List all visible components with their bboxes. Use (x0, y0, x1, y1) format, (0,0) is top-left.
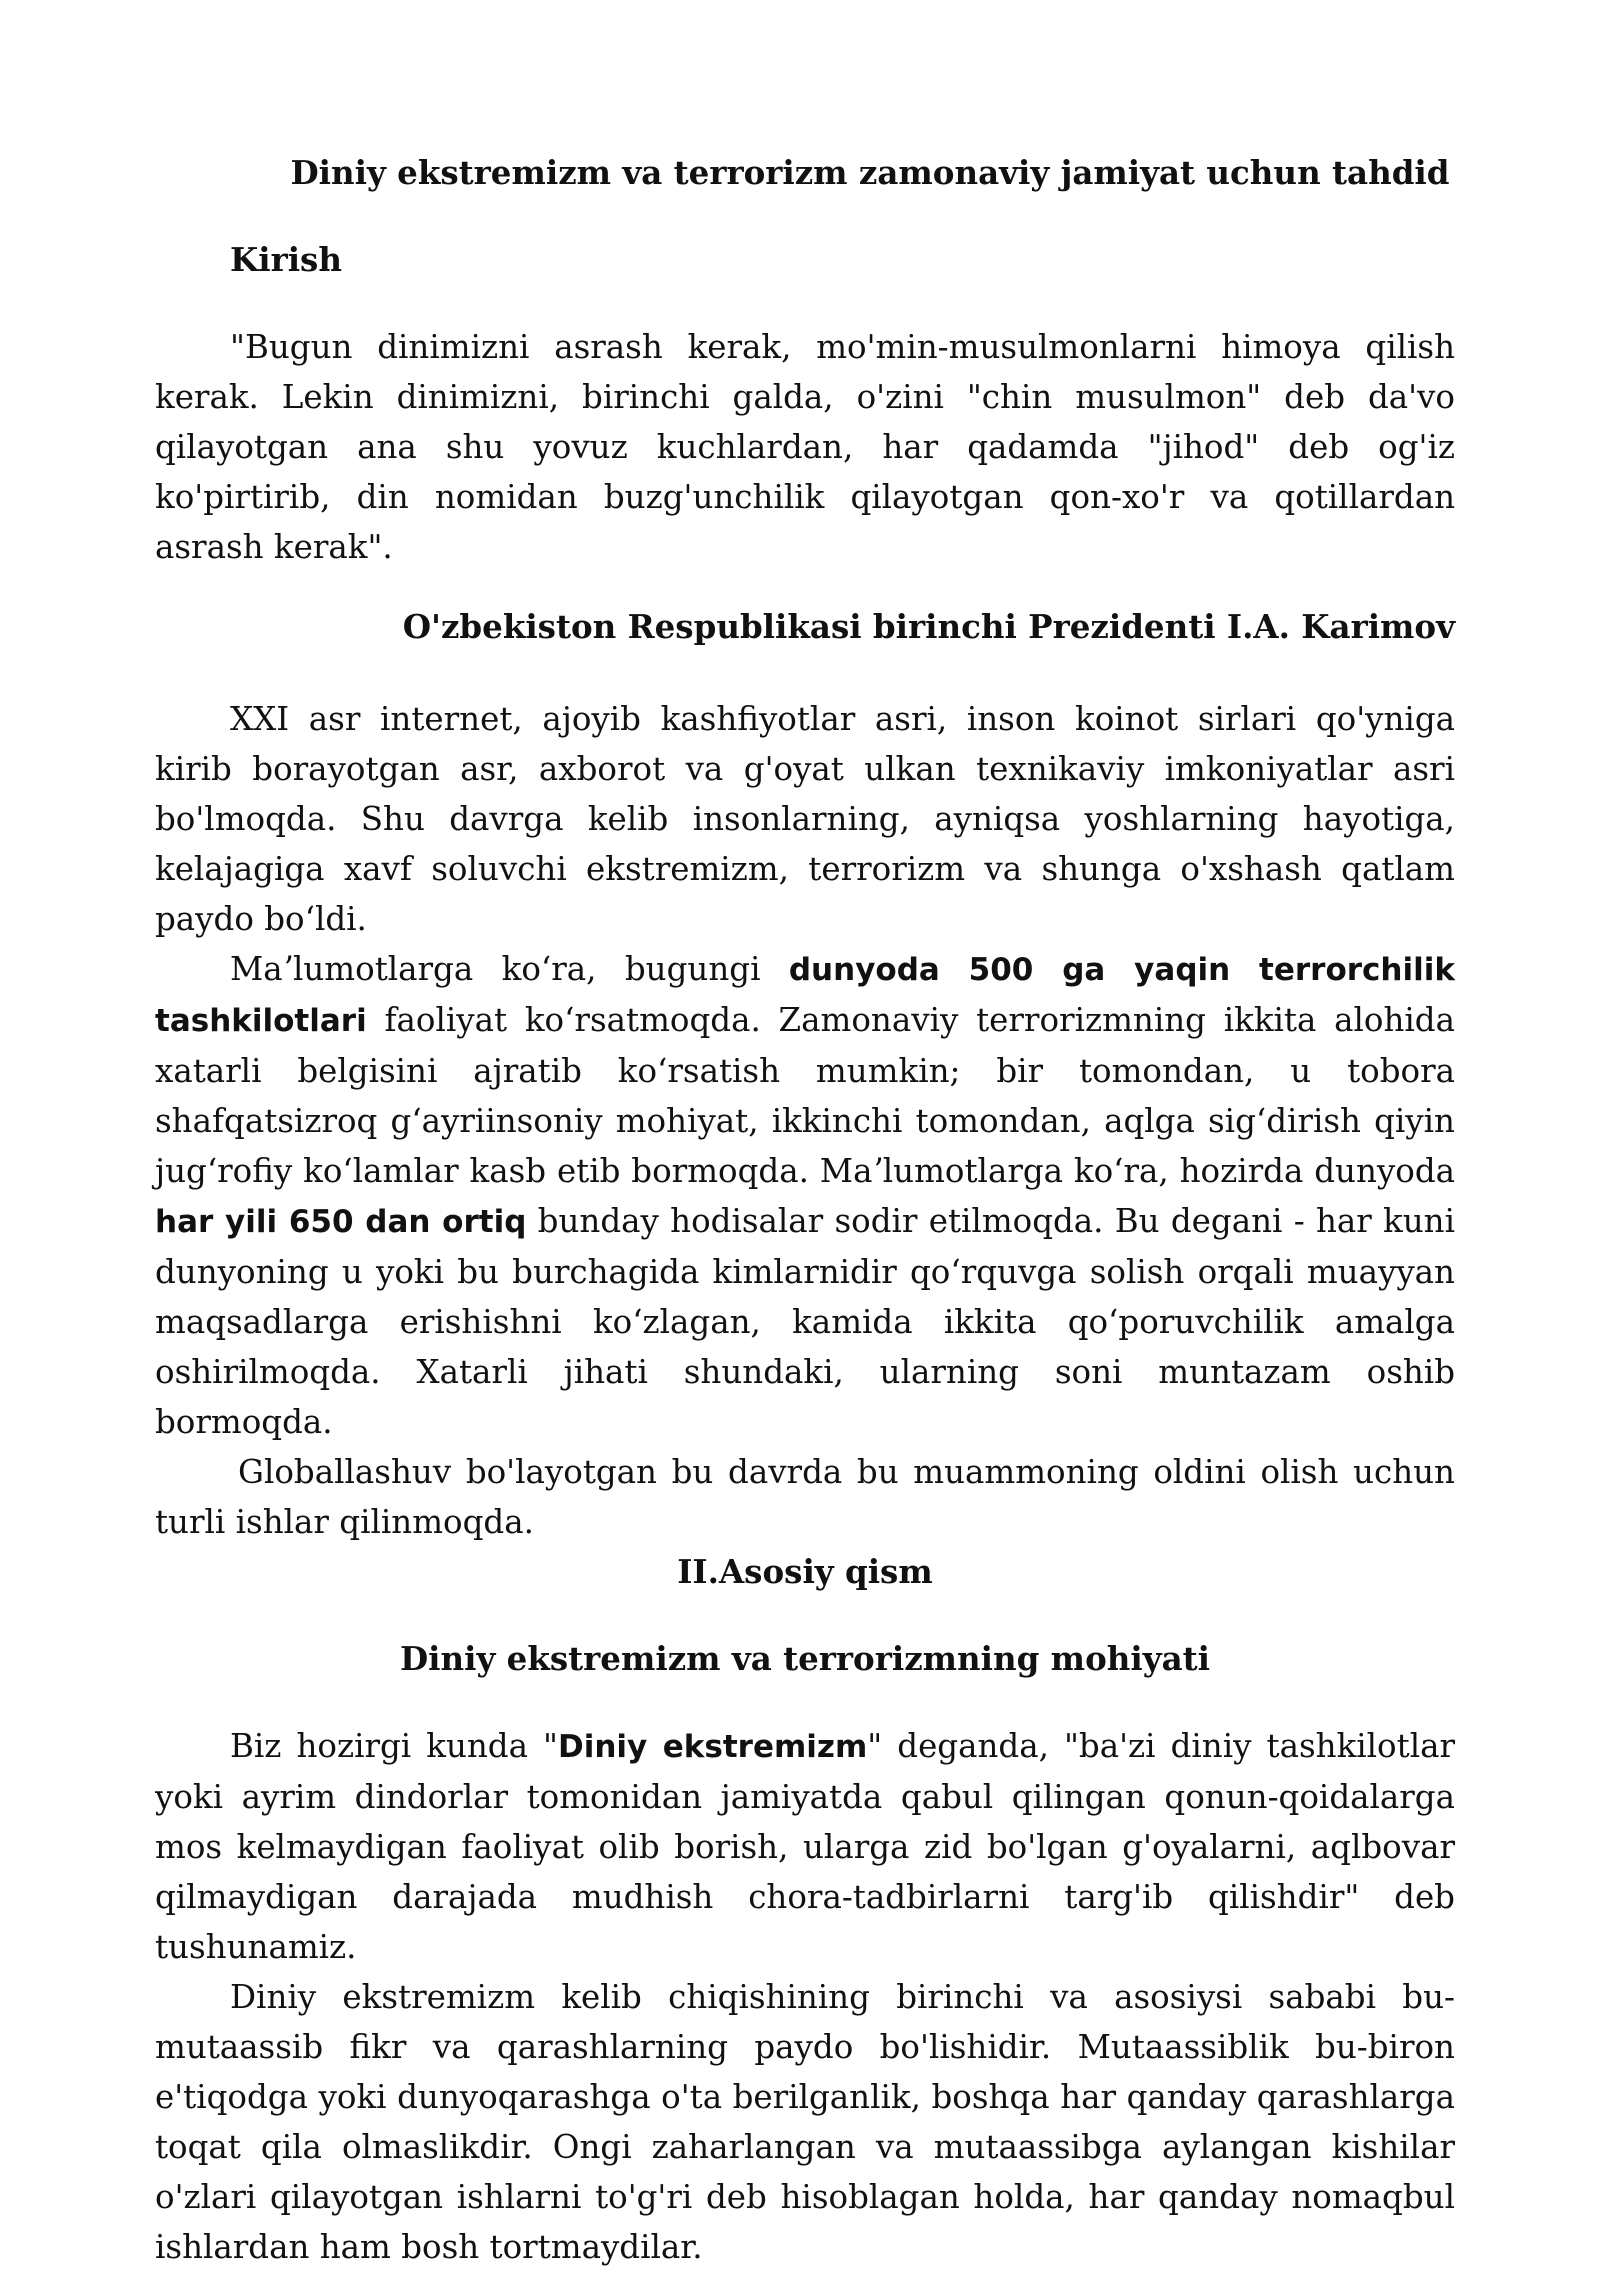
epigraph-quote: "Bugun dinimizni asrash kerak, mo'min-musulmonlarni himoya qilish kerak. Lekin dinimizni, birinchi galda, o'zini "chin musulmon" deb da'vo qilayotgan ana shu yovuz kuchlardan, har qadamda "jihod" deb og'iz ko'pirtirib, din nomidan buzg'unchilik qilayotgan qon-xo'r va qotillardan asrash kerak". (155, 328, 1455, 566)
epigraph-author: O'zbekiston Respublikasi birinchi Prezidenti I.A. Karimov (402, 607, 1455, 646)
paragraph-2-emphasis-1: dunyoda 500 ga yaqin terrorchilik tashkilotlari (155, 952, 1455, 1039)
paragraph-4-emphasis-1: Diniy ekstremizm (557, 1729, 868, 1765)
paragraph-4 (155, 1721, 1455, 1972)
paragraph-4-text-1: Biz hozirgi kunda " (230, 1727, 558, 1765)
part-heading: II.Asosiy qism (677, 1552, 933, 1591)
section-heading: Diniy ekstremizm va terrorizmning mohiyati (399, 1639, 1211, 1678)
paragraph-4-text-2: " deganda, "ba'zi diniy tashkilotlar yoki ayrim dindorlar tomonidan jamiyatda qabul qilingan qonun-qoidalarga mos kelmaydigan faoliyat olib borish, ularga zid bo'lgan g'oyalarni, aqlbovar qilmaydigan darajada mudhish chora-tadbirlarni targ'ib qilishdir" deb tushunamiz. (155, 1727, 1455, 1966)
paragraph-2 (155, 944, 1455, 1447)
paragraph-1: XXI asr internet, ajoyib kashfiyotlar asri, inson koinot sirlari qo'yniga kirib borayotgan asr, axborot va g'oyat ulkan texnikaviy imkoniyatlar asri bo'lmoqda. Shu davrga kelib insonlarning, ayniqsa yoshlarning hayotiga, kelajagiga xavf soluvchi ekstremizm, terrorizm va shunga o'xshash qatlam paydo boʻldi. (155, 700, 1455, 938)
document-page (155, 148, 1455, 2272)
paragraph-2-emphasis-2: har yili 650 dan ortiq (155, 1204, 527, 1240)
document-title: Diniy ekstremizm va terrorizm zamonaviy jamiyat uchun tahdid (290, 153, 1450, 192)
paragraph-3: Globallashuv bo'layotgan bu davrda bu muammoning oldini olish uchun turli ishlar qilinmoqda. (155, 1453, 1455, 1541)
paragraph-5: Diniy ekstremizm kelib chiqishining birinchi va asosiysi sababi bu-mutaassib fikr va qarashlarning paydo bo'lishidir. Mutaassiblik bu-biron e'tiqodga yoki dunyoqarashga o'ta berilganlik, boshqa har qanday qarashlarga toqat qila olmaslikdir. Ongi zaharlangan va mutaassibga aylangan kishilar o'zlari qilayotgan ishlarni to'g'ri deb hisoblagan holda, har qanday nomaqbul ishlardan ham bosh tortmaydilar. (155, 1978, 1455, 2266)
paragraph-2-text-3: bunday hodisalar sodir etilmoqda. Bu degani - har kuni dunyoning u yoki bu burchagida kimlarnidir qoʻrquvga solish orqali muayyan maqsadlarga erishishni koʻzlagan, kamida ikkita qoʻporuvchilik amalga oshirilmoqda. Xatarli jihati shundaki, ularning soni muntazam oshib bormoqda. (155, 1202, 1456, 1441)
intro-heading: Kirish (230, 240, 342, 279)
paragraph-2-text-1: Maʼlumotlarga koʻra, bugungi (230, 950, 789, 988)
paragraph-2-text-2: faoliyat koʻrsatmoqda. Zamonaviy terrorizmning ikkita alohida xatarli belgisini ajratib koʻrsatish mumkin; bir tomondan, u tobora shafqatsizroq gʻayriinsoniy mohiyat, ikkinchi tomondan, aqlga sigʻdirish qiyin jugʻrofiy koʻlamlar kasb etib bormoqda. Maʼlumotlarga koʻra, hozirda dunyoda (155, 1001, 1455, 1190)
